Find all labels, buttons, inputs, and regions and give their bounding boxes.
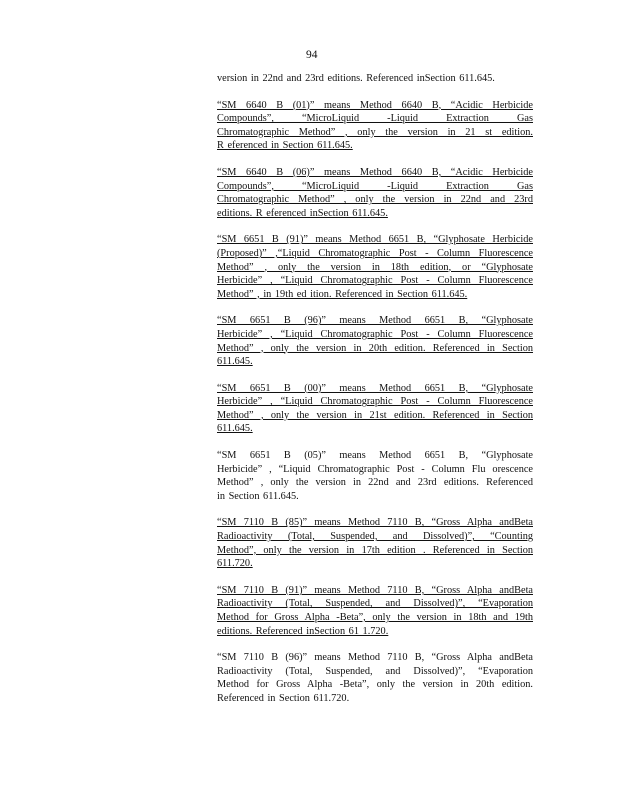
paragraph-line: (Proposed)” ,“Liquid Chromatographic Post - Column Fluorescence	[217, 247, 533, 259]
paragraph-line: version in 22nd and 23rd editions. Referenced inSection 611.645.	[217, 73, 495, 84]
paragraph-line: “SM 6651 B (00)” means Method 6651 B, “Glyphosate	[217, 382, 533, 394]
paragraph-line: Herbicide” , “Liquid Chromatographic Post - Column Fluorescence	[217, 328, 533, 340]
definition-paragraph	[217, 516, 533, 570]
definition-paragraph	[217, 449, 533, 503]
paragraph-line: 611.720.	[217, 558, 253, 570]
definition-paragraph	[217, 382, 533, 436]
paragraph-line: Compounds”, “MicroLiquid -Liquid Extraction Gas	[217, 180, 533, 192]
paragraph-line: “SM 6651 B (05)” means Method 6651 B, “Glyphosate	[217, 450, 533, 462]
paragraph-line: editions. R eferenced inSection 611.645.	[217, 207, 388, 219]
definition-paragraph	[217, 651, 533, 705]
paragraph-line: Method” , only the version in 18th edition, or “Glyphosate	[217, 261, 533, 273]
paragraph-line: Method” , only the version in 21st edition. Referenced in Section	[217, 409, 533, 421]
paragraph-line: Method”, only the version in 17th edition . Referenced in Section	[217, 544, 533, 556]
definition-paragraph	[217, 314, 533, 368]
document-body	[217, 72, 533, 719]
paragraph-line: editions. Referenced inSection 61 1.720.	[217, 625, 389, 637]
paragraph-line: Herbicide” , “Liquid Chromatographic Post - Column Fluorescence	[217, 275, 533, 287]
paragraph-line: Radioactivity (Total, Suspended, and Dissolved)”, “Counting	[217, 531, 533, 543]
paragraph-line: “SM 7110 B (96)” means Method 7110 B, “Gross Alpha andBeta	[217, 652, 533, 664]
page-number: 94	[306, 49, 318, 61]
paragraph-line: “SM 6651 B (96)” means Method 6651 B, “Glyphosate	[217, 315, 533, 327]
paragraph-line: “SM 6640 B (06)” means Method 6640 B, “Acidic Herbicide	[217, 166, 533, 178]
paragraph-line: Method for Gross Alpha -Beta”, only the version in 20th edition.	[217, 679, 533, 691]
paragraph-line: R eferenced in Section 611.645.	[217, 140, 353, 152]
paragraph-line: in Section 611.645.	[217, 490, 299, 502]
paragraph-line: Compounds”, “MicroLiquid -Liquid Extraction Gas	[217, 113, 533, 125]
paragraph-line: Method” , in 19th ed ition. Referenced in Section 611.645.	[217, 288, 468, 300]
paragraph-line: 611.645.	[217, 356, 253, 368]
paragraph-line: Chromatographic Method” , only the version in 21 st edition.	[217, 126, 533, 138]
paragraph-line: Radioactivity (Total, Suspended, and Dissolved)”, “Evaporation	[217, 598, 533, 610]
definition-paragraph	[217, 166, 533, 220]
paragraph-line: “SM 6640 B (01)” means Method 6640 B, “Acidic Herbicide	[217, 99, 533, 111]
paragraph-line: Method” , only the version in 20th edition. Referenced in Section	[217, 342, 533, 354]
paragraph-line: Herbicide” , “Liquid Chromatographic Post - Column Flu orescence	[217, 463, 533, 475]
paragraph-line: Referenced in Section 611.720.	[217, 692, 350, 704]
definition-paragraph	[217, 584, 533, 638]
paragraph-line: Method” , only the version in 22nd and 23rd editions. Referenced	[217, 477, 533, 489]
paragraph-line: “SM 6651 B (91)” means Method 6651 B, “Glyphosate Herbicide	[217, 234, 533, 246]
paragraph-line: Radioactivity (Total, Suspended, and Dissolved)”, “Evaporation	[217, 665, 533, 677]
paragraph-line: 611.645.	[217, 423, 253, 435]
paragraph-line: Herbicide” , “Liquid Chromatographic Post - Column Fluorescence	[217, 396, 533, 408]
definition-paragraph	[217, 72, 533, 86]
paragraph-line: Chromatographic Method” , only the version in 22nd and 23rd	[217, 194, 533, 206]
paragraph-line: “SM 7110 B (91)” means Method 7110 B, “Gross Alpha andBeta	[217, 584, 533, 596]
paragraph-line: Method for Gross Alpha -Beta”, only the version in 18th and 19th	[217, 612, 533, 623]
definition-paragraph	[217, 233, 533, 301]
definition-paragraph	[217, 99, 533, 153]
paragraph-line: “SM 7110 B (85)” means Method 7110 B, “Gross Alpha andBeta	[217, 517, 533, 529]
